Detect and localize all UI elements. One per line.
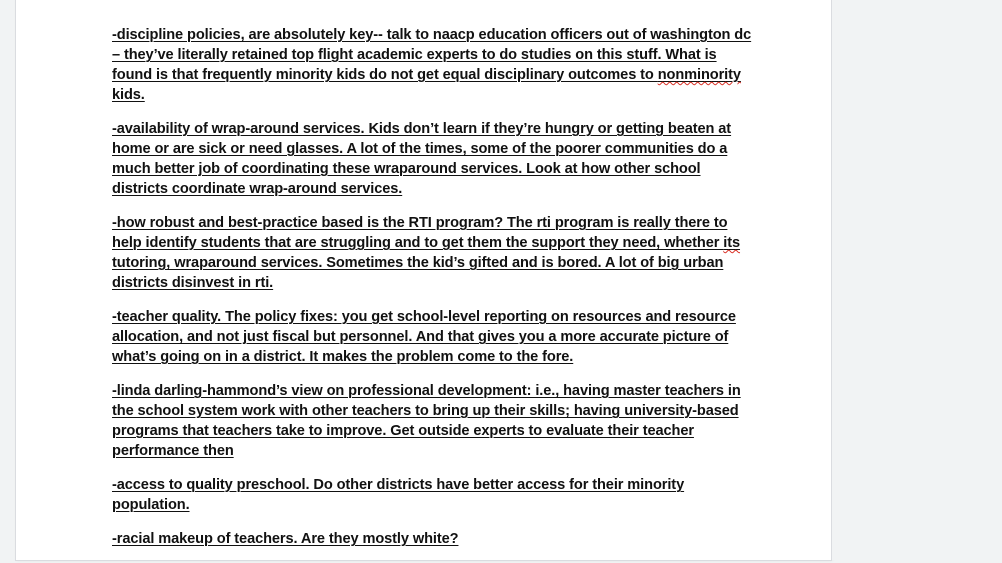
paragraph-text: tutoring, wraparound services. Sometimes the kid’s gifted and is bored. A lot of big urban districts disinvest in rti. — [112, 255, 724, 291]
spelling-flagged-word[interactable]: its — [723, 235, 741, 251]
paragraph-text: -how robust and best-practice based is the RTI program? The rti program is really there to help identify students that are struggling and to get them the support they need, whether — [112, 215, 728, 251]
paragraph-professional-development[interactable] — [112, 381, 752, 461]
paragraph-text: kids. — [112, 87, 145, 103]
paragraph-text: -teacher quality. The policy fixes: you get school-level reporting on resources and resource allocation, and not just fiscal but personnel. And that gives you a more accurate picture of what’s going on in a district. It makes the problem come to the fore. — [112, 309, 736, 365]
document-body[interactable] — [112, 25, 752, 563]
paragraph-text: -racial makeup of teachers. Are they mostly white? — [112, 531, 459, 547]
paragraph-quality-preschool[interactable] — [112, 475, 752, 515]
right-canvas-area — [832, 0, 1002, 560]
paragraph-racial-makeup[interactable] — [112, 529, 752, 549]
spelling-flagged-word[interactable]: nonminority — [657, 67, 741, 83]
paragraph-text: -linda darling-hammond’s view on professional development: i.e., having master teachers in the school system work with other teachers to bring up their skills; having university-based programs that teachers take to improve. Get outside experts to evaluate their teacher performance then — [112, 383, 741, 459]
paragraph-text: -access to quality preschool. Do other districts have better access for their minority population. — [112, 477, 685, 513]
paragraph-wrap-around-services[interactable] — [112, 119, 752, 199]
paragraph-rti-program[interactable] — [112, 213, 752, 293]
paragraph-teacher-quality[interactable] — [112, 307, 752, 367]
paragraph-text: -availability of wrap-around services. Kids don’t learn if they’re hungry or getting beaten at home or are sick or need glasses. A lot of the times, some of the poorer communities do a much better job of coordinating these wraparound services. Look at how other school districts coordinate wrap-around services. — [112, 121, 732, 197]
document-page[interactable] — [16, 0, 831, 560]
left-gutter — [0, 0, 16, 560]
paragraph-text: -discipline policies, are absolutely key-- talk to naacp education officers out of washington dc – they’ve literally retained top flight academic experts to do studies on this stuff. What is found is that frequently minority kids do not get equal disciplinary outcomes to — [112, 27, 752, 83]
paragraph-discipline-policies[interactable] — [112, 25, 752, 105]
